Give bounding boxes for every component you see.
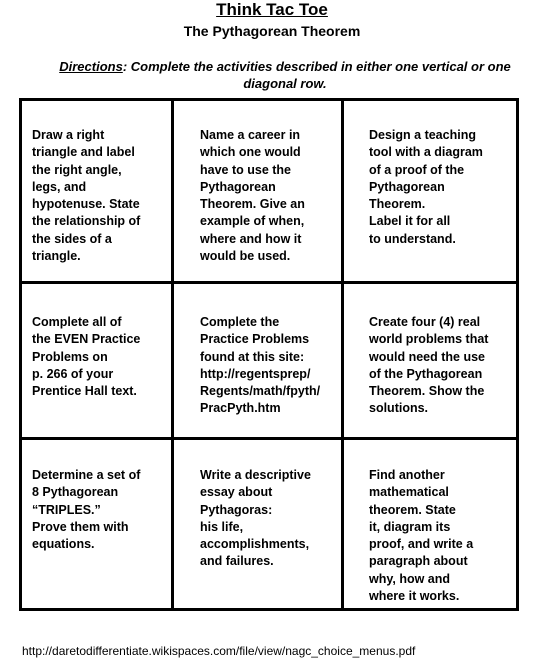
- directions: [50, 58, 520, 92]
- tic-tac-toe-grid: [19, 98, 519, 611]
- grid-cell-1: Draw a right triangle and label the right angle, legs, and hypotenuse. State the relationship of the sides of a triangle.: [22, 101, 174, 284]
- grid-cell-7: Determine a set of 8 Pythagorean “TRIPLES.” Prove them with equations.: [22, 440, 174, 608]
- grid-cell-6: Create four (4) real world problems that would need the use of the Pythagorean Theorem. Show the solutions.: [344, 284, 516, 440]
- source-url: http://daretodifferentiate.wikispaces.com/file/view/nagc_choice_menus.pdf: [22, 644, 416, 658]
- grid-cell-8: Write a descriptive essay about Pythagoras: his life, accomplishments, and failures.: [174, 440, 344, 608]
- directions-label: Directions: [59, 59, 123, 74]
- grid-cell-2: Name a career in which one would have to use the Pythagorean Theorem. Give an example of when, where and how it would be used.: [174, 101, 344, 284]
- grid-cell-9: Find another mathematical theorem. State it, diagram its proof, and write a paragraph about why, how and where it works.: [369, 468, 474, 604]
- page-title: Think Tac Toe: [216, 0, 328, 19]
- grid-cell-3: Design a teaching tool with a diagram of a proof of the Pythagorean Theorem. Label it for all to understand.: [344, 101, 516, 284]
- grid-cell-4: Complete all of the EVEN Practice Problems on p. 266 of your Prentice Hall text.: [22, 284, 174, 440]
- directions-text: : Complete the activities described in either one vertical or one diagonal row.: [122, 59, 511, 91]
- page-subtitle: The Pythagorean Theorem: [183, 23, 361, 39]
- grid-cell-5: Complete the Practice Problems found at this site: http://regentsprep/ Regents/math/fpyth/ PracPyth.htm: [174, 284, 344, 440]
